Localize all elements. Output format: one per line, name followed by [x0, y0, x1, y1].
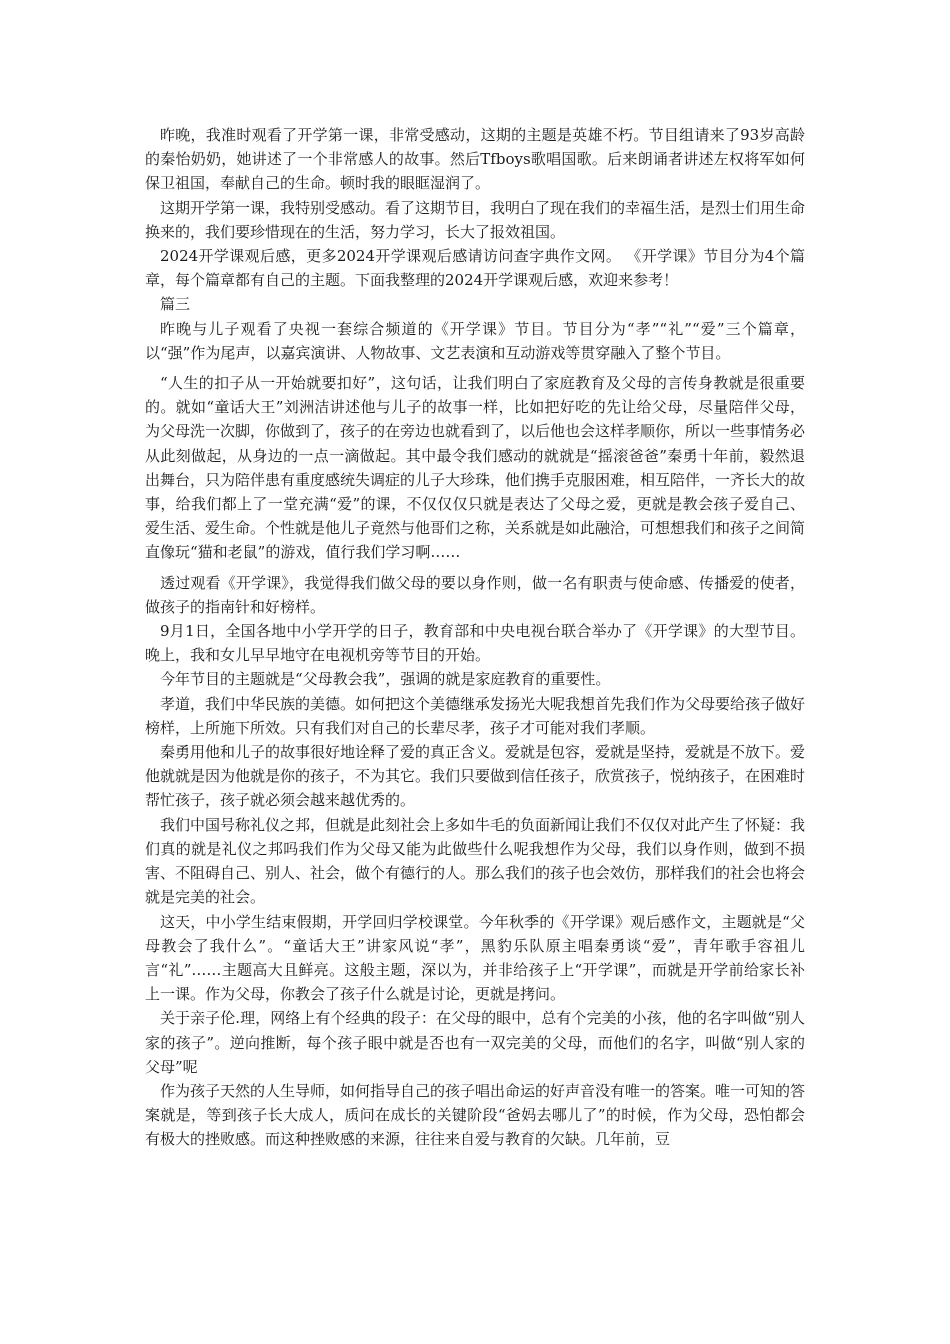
paragraph: 关于亲子伦.理，网络上有个经典的段子：在父母的眼中，总有个完美的小孩，他的名字叫做“别人家的孩子”。逆向推断，每个孩子眼中就是否也有一双完美的父母，而他们的名字，叫做“别人家的父母”呢 — [145, 1009, 805, 1076]
paragraph: 2024开学课观后感，更多2024开学课观后感请访问查字典作文网。 《开学课》节目分为4个篇章，每个篇章都有自己的主题。下面我整理的2024开学课观后感，欢迎来参考！ — [145, 247, 805, 290]
paragraph: 9月1日，全国各地中小学开学的日子，教育部和中央电视台联合举办了《开学课》的大型节目。晚上，我和女儿早早地守在电视机旁等节目的开始。 — [145, 622, 805, 665]
paragraph: 秦勇用他和儿子的故事很好地诠释了爱的真正含义。爱就是包容，爱就是坚持，爱就是不放下。爱他就就是因为他就是你的孩子，不为其它。我们只要做到信任孩子，欣赏孩子，悦纳孩子，在困难时帮忙孩子，孩子就必须会越来越优秀的。 — [145, 743, 806, 810]
paragraph: 昨晚与儿子观看了央视一套综合频道的《开学课》节目。节目分为“孝”“礼”“爱”三个篇章，以“强”作为尾声，以嘉宾演讲、人物故事、文艺表演和互动游戏等贯穿融入了整个节目。 — [145, 319, 805, 362]
paragraph: 透过观看《开学课》，我觉得我们做父母的要以身作则，做一名有职责与使命感、传播爱的使者，做孩子的指南针和好榜样。 — [145, 573, 805, 616]
paragraph: 昨晚，我准时观看了开学第一课，非常受感动，这期的主题是英雄不朽。节目组请来了93岁高龄的秦怡奶奶，她讲述了一个非常感人的故事。然后Tfboys歌唱国歌。后来朗诵者讲述左权将军如何保卫祖国，奉献自己的生命。顿时我的眼眶湿润了。 — [145, 126, 805, 193]
paragraph: 今年节目的主题就是“父母教会我”，强调的就是家庭教育的重要性。 — [160, 670, 611, 689]
paragraph: 作为孩子天然的人生导师，如何指导自己的孩子唱出命运的好声音没有唯一的答案。唯一可知的答案就是，等到孩子长大成人，质问在成长的关键阶段“爸妈去哪儿了”的时候，作为父母，恐怕都会有极大的挫败感。而这种挫败感的来源，往往来自爱与教育的欠缺。几年前，豆 — [145, 1081, 806, 1149]
section-heading: 篇三 — [160, 295, 191, 314]
paragraph: “人生的扣子从一开始就要扣好”，这句话，让我们明白了家庭教育及父母的言传身教就是很重要的。就如“童话大王”刘洲洁讲述他与儿子的故事一样，比如把好吃的先让给父母，尽量陪伴父母，为父母洗一次脚，你做到了，孩子的在旁边也就看到了，以后他也会这样孝顺你，所以一些事情务必从此刻做起，从身边的一点一滴做起。其中最令我们感动的就就是“摇滚爸爸”秦勇十年前，毅然退出舞台，只为陪伴患有重度感统失调症的儿子大珍珠，他们携手克服困难，相互陪伴，一齐长大的故事，给我们都上了一堂充满“爱”的课，不仅仅仅只就是表达了父母之爱，更就是教会孩子爱自己、爱生活、爱生命。个性就是他儿子竟然与他哥们之称，关系就是如此融洽，可想想我们和孩子之间简直像玩“猫和老鼠”的游戏，值行我们学习啊…… — [145, 374, 806, 562]
document-body — [145, 123, 805, 1152]
paragraph: 孝道，我们中华民族的美德。如何把这个美德继承发扬光大呢我想首先我们作为父母要给孩子做好榜样，上所施下所效。只有我们对自己的长辈尽孝，孩子才可能对我们孝顺。 — [145, 694, 806, 737]
paragraph: 我们中国号称礼仪之邦，但就是此刻社会上多如牛毛的负面新闻让我们不仅仅对此产生了怀疑：我们真的就是礼仪之邦吗我们作为父母又能为此做些什么呢我想作为父母，我们以身作则，做到不损害、不阻碍自己、别人、社会，做个有德行的人。那么我们的孩子也会效仿，那样我们的社会也将会就是完美的社会。 — [145, 815, 806, 907]
paragraph: 这天，中小学生结束假期，开学回归学校课堂。今年秋季的《开学课》观后感作文，主题就是“父母教会了我什么”。“童话大王”讲家风说“孝”，黑豹乐队原主唱秦勇谈“爱”，青年歌手容祖儿言“礼”……主题高大且鲜亮。这般主题，深以为，并非给孩子上“开学课”，而就是开学前给家长补上一课。作为父母，你教会了孩子什么就是讨论，更就是拷问。 — [145, 912, 805, 1004]
paragraph: 这期开学第一课，我特别受感动。看了这期节目，我明白了现在我们的幸福生活，是烈士们用生命换来的，我们要珍惜现在的生活，努力学习，长大了报效祖国。 — [145, 198, 806, 241]
